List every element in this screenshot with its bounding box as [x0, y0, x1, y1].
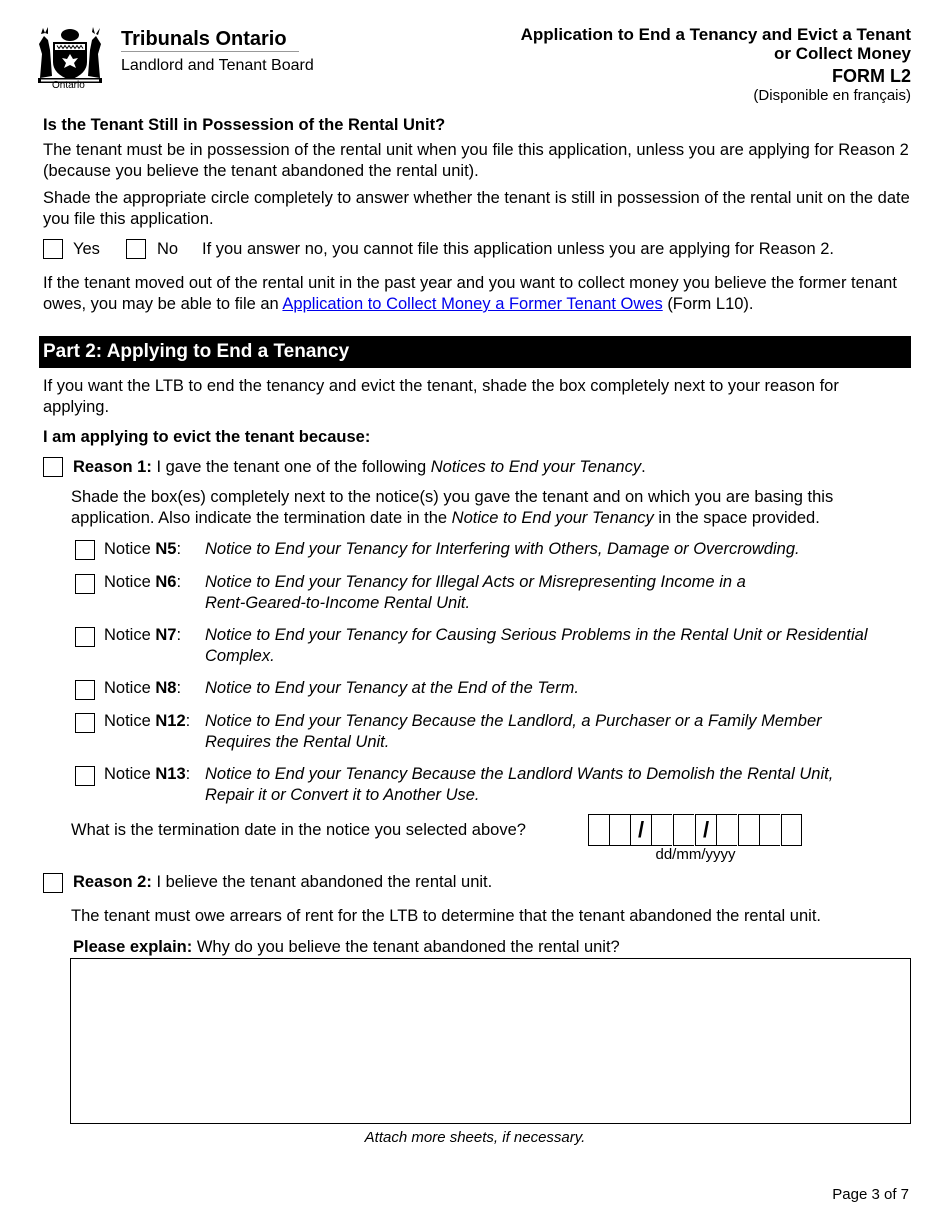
notice-code: N7: [155, 626, 177, 644]
notice-n7-line2: Complex.: [205, 647, 275, 665]
reason1-line: [73, 457, 646, 478]
explain-question: Why do you believe the tenant abandoned the rental unit?: [196, 938, 620, 956]
date-day-digit[interactable]: [609, 814, 630, 846]
reason2-note: The tenant must owe arrears of rent for the LTB to determine that the tenant abandoned the rental unit.: [71, 907, 821, 925]
termination-question: What is the termination date in the notice you selected above?: [71, 821, 526, 839]
notice-n8-label: Notice N8:: [104, 679, 182, 697]
board-name: Landlord and Tenant Board: [121, 57, 314, 74]
form-title-line1: Application to End a Tenancy and Evict a Tenant: [520, 25, 911, 44]
notice-n12-checkbox[interactable]: [75, 713, 95, 733]
possession-para3: [43, 273, 913, 315]
part2-subheading: I am applying to evict the tenant because:: [43, 428, 371, 446]
notice-prefix: Notice: [104, 679, 151, 697]
notice-n6-line1: Notice to End your Tenancy for Illegal Acts or Misrepresenting Income in a: [205, 573, 746, 591]
date-format-hint: dd/mm/yyyy: [655, 846, 736, 863]
date-day-digit[interactable]: [588, 814, 609, 846]
org-divider: [121, 51, 299, 52]
notice-code: N5: [155, 540, 177, 558]
explain-textarea[interactable]: [70, 958, 911, 1124]
explain-prompt: [73, 937, 620, 958]
notice-prefix: Notice: [104, 573, 151, 591]
page-number: Page 3 of 7: [832, 1186, 909, 1203]
reason1-label: Reason 1:: [73, 458, 152, 476]
notice-n5-label: Notice N5:: [104, 540, 182, 558]
notice-n12-line1: Notice to End your Tenancy Because the Landlord, a Purchaser or a Family Member: [205, 712, 822, 730]
notice-n7-label: Notice N7:: [104, 626, 182, 644]
no-label: No: [157, 240, 179, 258]
form-title-line2: or Collect Money: [774, 44, 911, 63]
reason2-label: Reason 2:: [73, 873, 152, 891]
date-separator: /: [630, 814, 651, 846]
form-l10-link[interactable]: Application to Collect Money a Former Tenant Owes: [282, 295, 663, 313]
date-month-digit[interactable]: [651, 814, 672, 846]
possession-para2: Shade the appropriate circle completely to answer whether the tenant is still in possession of the rental unit on the date you file this application.: [43, 189, 910, 228]
notice-n13-label: Notice N13:: [104, 765, 191, 783]
explain-label: Please explain:: [73, 938, 193, 956]
notice-n8-checkbox[interactable]: [75, 680, 95, 700]
part2-banner: Part 2: Applying to End a Tenancy: [39, 336, 911, 368]
notice-code: N12: [155, 712, 186, 730]
notice-n6-line2: Rent-Geared-to-Income Rental Unit.: [205, 594, 471, 612]
notice-n5-line1: Notice to End your Tenancy for Interfering with Others, Damage or Overcrowding.: [205, 540, 800, 558]
crest-caption: Ontario: [52, 80, 85, 91]
attach-note: Attach more sheets, if necessary.: [364, 1129, 586, 1146]
notice-n7-checkbox[interactable]: [75, 627, 95, 647]
reason1-instructions: [71, 487, 901, 529]
reason1-text-before: I gave the tenant one of the following: [156, 458, 427, 476]
possession-para1: The tenant must be in possession of the rental unit when you file this application, unless you are applying for Reason 2 (because you believe the tenant abandoned the rental unit).: [43, 141, 909, 180]
no-checkbox[interactable]: [126, 239, 146, 259]
date-year-digit[interactable]: [759, 814, 780, 846]
form-id: FORM L2: [832, 66, 911, 86]
para3-text-after: (Form L10).: [667, 295, 754, 313]
notice-n12-label: Notice N12:: [104, 712, 191, 730]
notice-n6-checkbox[interactable]: [75, 574, 95, 594]
reason1-instructions-after: in the space provided.: [658, 509, 820, 527]
notice-n13-line2: Repair it or Convert it to Another Use.: [205, 786, 480, 804]
reason1-instructions-italic: Notice to End your Tenancy: [451, 509, 654, 527]
yes-checkbox[interactable]: [43, 239, 63, 259]
yes-label: Yes: [73, 240, 100, 258]
no-answer-note: If you answer no, you cannot file this application unless you are applying for Reason 2.: [202, 240, 834, 258]
notice-prefix: Notice: [104, 765, 151, 783]
org-name: Tribunals Ontario: [121, 28, 287, 50]
notice-prefix: Notice: [104, 712, 151, 730]
reason2-text: I believe the tenant abandoned the rental unit.: [156, 873, 493, 891]
notice-n8-line1: Notice to End your Tenancy at the End of the Term.: [205, 679, 579, 697]
date-year-digit[interactable]: [781, 814, 802, 846]
notice-n12-line2: Requires the Rental Unit.: [205, 733, 390, 751]
date-month-digit[interactable]: [673, 814, 694, 846]
notice-prefix: Notice: [104, 540, 151, 558]
french-note: (Disponible en français): [753, 87, 911, 104]
notice-code: N8: [155, 679, 177, 697]
part2-intro: If you want the LTB to end the tenancy and evict the tenant, shade the box completely next to your reason for applying.: [43, 377, 839, 416]
notice-n13-checkbox[interactable]: [75, 766, 95, 786]
reason2-line: [73, 872, 492, 893]
possession-heading: Is the Tenant Still in Possession of the Rental Unit?: [43, 116, 446, 134]
notice-n7-line1: Notice to End your Tenancy for Causing Serious Problems in the Rental Unit or Residential: [205, 626, 868, 644]
date-year-digit[interactable]: [716, 814, 737, 846]
reason1-text-italic: Notices to End your Tenancy: [430, 458, 642, 476]
notice-n6-label: Notice N6:: [104, 573, 182, 591]
notice-code: N6: [155, 573, 177, 591]
para3-text-before: If the tenant moved out of the rental unit in the past year and you want to collect money you believe the former tenant owes, you may be able to file an: [43, 274, 897, 313]
date-separator: /: [695, 814, 716, 846]
reason2-checkbox[interactable]: [43, 873, 63, 893]
notice-n5-checkbox[interactable]: [75, 540, 95, 560]
reason1-instructions-before: Shade the box(es) completely next to the notice(s) you gave the tenant and on which you are basing this application. Also indicate the termination date in the: [71, 488, 834, 527]
reason1-checkbox[interactable]: [43, 457, 63, 477]
date-year-digit[interactable]: [738, 814, 759, 846]
notice-prefix: Notice: [104, 626, 151, 644]
reason1-text-after: .: [641, 458, 646, 476]
notice-code: N13: [155, 765, 186, 783]
notice-n13-line1: Notice to End your Tenancy Because the Landlord Wants to Demolish the Rental Unit,: [205, 765, 834, 783]
